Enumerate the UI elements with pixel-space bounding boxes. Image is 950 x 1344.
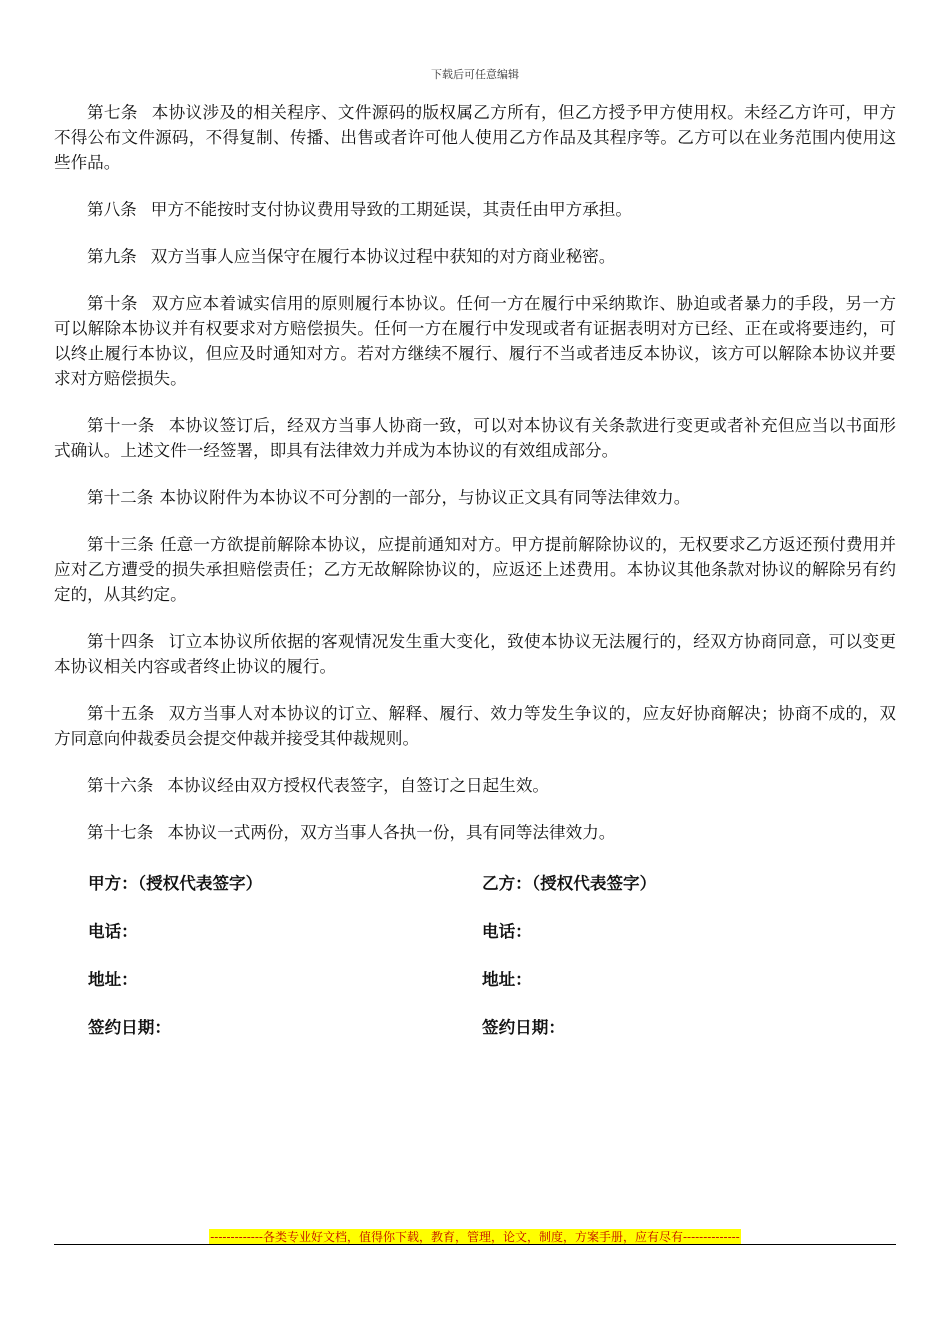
party-b-phone-label: 电话： — [482, 922, 532, 941]
clause-text: 双方应本着诚实信用的原则履行本协议。任何一方在履行中采纳欺诈、胁迫或者暴力的手段，另一方可以解除本协议并有权要求对方赔偿损失。任何一方在履行中发现或者有证据表明对方已经、正在或将要违约，可以终止履行本协议，但应及时通知对方。若对方继续不履行、履行不当或者违反本协议，该方可以解除本协议并要求对方赔偿损失。 — [54, 294, 896, 388]
clause-16 — [54, 773, 896, 798]
clause-number: 第八条 — [87, 200, 137, 219]
signature-title-row — [88, 870, 888, 918]
party-a-phone-label: 电话： — [88, 922, 138, 941]
clause-14 — [54, 629, 896, 679]
signature-block — [88, 870, 888, 1062]
party-a-address-label: 地址： — [88, 970, 138, 989]
clause-number: 第十六条 — [87, 776, 154, 795]
clause-number: 第十三条 — [87, 535, 154, 554]
clause-number: 第十四条 — [87, 632, 155, 651]
footer-banner — [0, 1226, 950, 1245]
clause-text: 本协议签订后，经双方当事人协商一致，可以对本协议有关条款进行变更或者补充但应当以书面形式确认。上述文件一经签署，即具有法律效力并成为本协议的有效组成部分。 — [54, 416, 896, 460]
clause-11 — [54, 413, 896, 463]
clause-number: 第十五条 — [87, 704, 155, 723]
clause-text: 订立本协议所依据的客观情况发生重大变化，致使本协议无法履行的，经双方协商同意，可以变更本协议相关内容或者终止协议的履行。 — [54, 632, 896, 676]
clause-text: 本协议涉及的相关程序、文件源码的版权属乙方所有，但乙方授予甲方使用权。未经乙方许可，甲方不得公布文件源码，不得复制、传播、出售或者许可他人使用乙方作品及其程序等。乙方可以在业务范围内使用这些作品。 — [54, 103, 896, 172]
party-a-date-label: 签约日期： — [88, 1018, 171, 1037]
clause-7 — [54, 100, 896, 175]
clause-number: 第九条 — [87, 247, 137, 266]
document-body — [54, 100, 896, 867]
page-header: 下载后可任意编辑 — [431, 68, 519, 81]
clause-13 — [54, 532, 896, 607]
party-a-title: 甲方：（授权代表签字） — [88, 874, 263, 893]
clause-17 — [54, 820, 896, 845]
clause-text: 双方当事人应当保守在履行本协议过程中获知的对方商业秘密。 — [150, 247, 616, 266]
footer-divider — [54, 1244, 896, 1245]
party-b-title: 乙方：（授权代表签字） — [482, 874, 657, 893]
clause-text: 甲方不能按时支付协议费用导致的工期延误，其责任由甲方承担。 — [150, 200, 632, 219]
clause-text: 本协议一式两份，双方当事人各执一份，具有同等法律效力。 — [167, 823, 616, 842]
clause-number: 第七条 — [87, 103, 138, 122]
clause-number: 第十条 — [87, 294, 138, 313]
clause-8 — [54, 197, 896, 222]
clause-text: 本协议经由双方授权代表签字，自签订之日起生效。 — [167, 776, 550, 795]
clause-text: 本协议附件为本协议不可分割的一部分，与协议正文具有同等法律效力。 — [159, 488, 691, 507]
clause-number: 第十七条 — [87, 823, 154, 842]
clause-12 — [54, 485, 896, 510]
footer-banner-text: -------------各类专业好文档，值得你下载，教育，管理，论文，制度，方案手册，应有尽有-------------- — [210, 1230, 740, 1244]
signature-phone-row — [88, 918, 888, 966]
clause-number: 第十一条 — [87, 416, 155, 435]
clause-text: 任意一方欲提前解除本协议，应提前通知对方。甲方提前解除协议的，无权要求乙方返还预付费用并应对乙方遭受的损失承担赔偿责任；乙方无故解除协议的，应返还上述费用。本协议其他条款对协议的解除另有约定的，从其约定。 — [54, 535, 897, 604]
signature-address-row — [88, 966, 888, 1014]
clause-text: 双方当事人对本协议的订立、解释、履行、效力等发生争议的，应友好协商解决；协商不成的，双方同意向仲裁委员会提交仲裁并接受其仲裁规则。 — [54, 704, 896, 748]
party-b-address-label: 地址： — [482, 970, 532, 989]
signature-date-row — [88, 1014, 888, 1062]
clause-15 — [54, 701, 896, 751]
clause-9 — [54, 244, 896, 269]
clause-number: 第十二条 — [87, 488, 154, 507]
party-b-date-label: 签约日期： — [482, 1018, 565, 1037]
clause-10 — [54, 291, 896, 391]
